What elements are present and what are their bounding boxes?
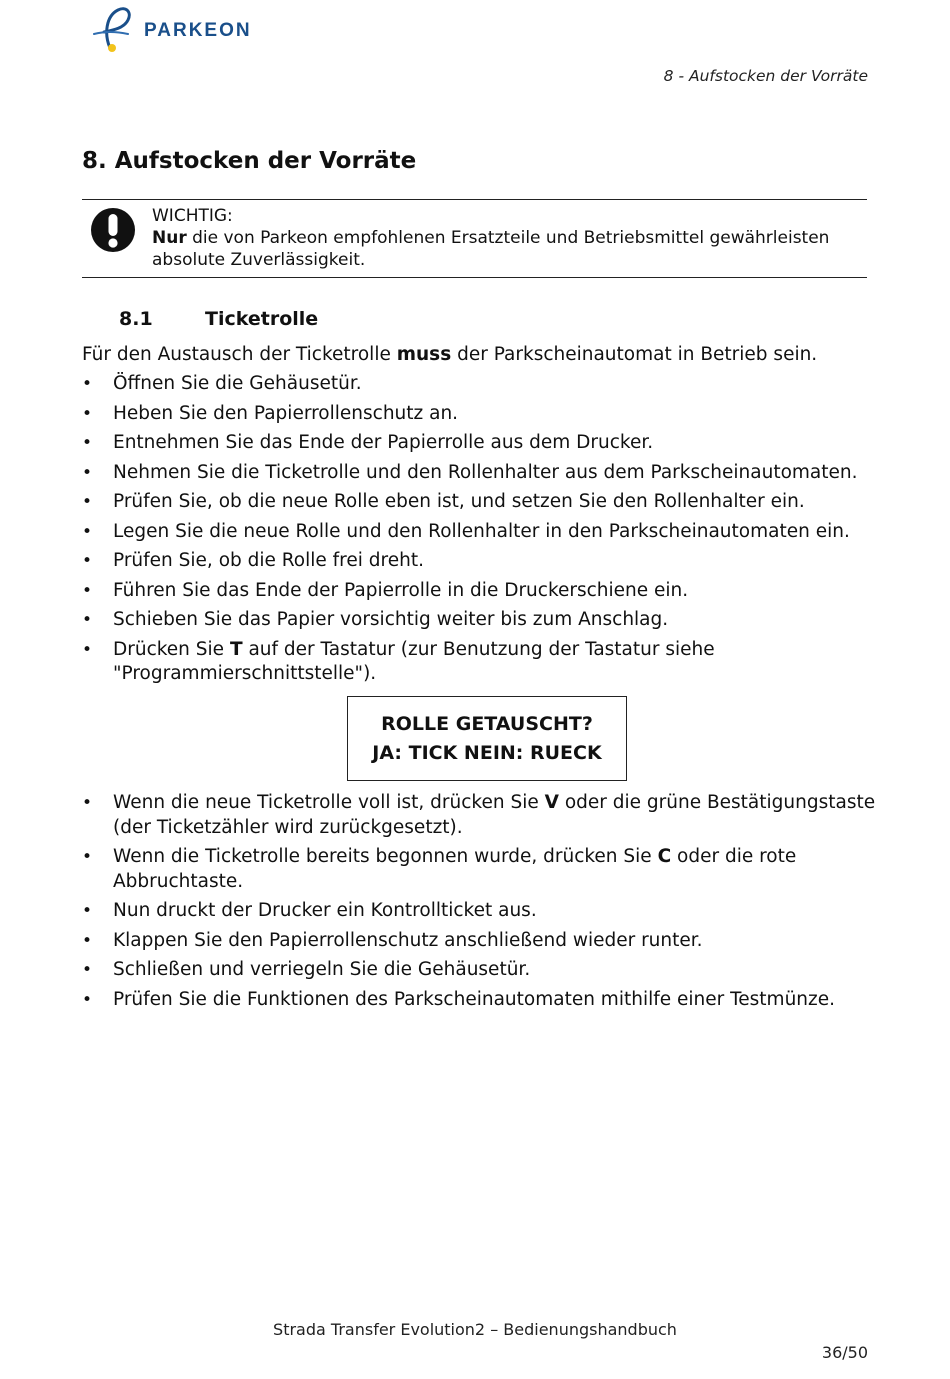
section-number: 8.1: [119, 308, 153, 330]
list-item-text: Drücken Sie: [113, 638, 230, 660]
warning-text: [152, 205, 857, 271]
list-item-text: Klappen Sie den Papierrollenschutz anschließend wieder runter.: [113, 929, 703, 951]
warning-box: [82, 199, 867, 278]
list-item-text: Schließen und verriegeln Sie die Gehäusetür.: [113, 959, 531, 980]
list-item: [82, 929, 882, 954]
warning-sentence: die von Parkeon empfohlenen Ersatzteile und Betriebsmittel gewährleisten absolute Zuverlässigkeit.: [152, 228, 830, 270]
list-item: [82, 402, 882, 427]
list-item: [82, 490, 882, 515]
intro-text-after: der Parkscheinautomat in Betrieb sein.: [451, 344, 818, 365]
list-item-text: Heben Sie den Papierrollenschutz an.: [113, 402, 459, 424]
warning-heading: WICHTIG:: [152, 206, 233, 226]
steps-list-before-display: [82, 372, 882, 692]
steps-list-after-display: [82, 791, 882, 1017]
list-item-text: Legen Sie die neue Rolle und den Rollenhalter in den Parkscheinautomaten ein.: [113, 520, 850, 542]
list-item-text: oder die grüne Bestätigungstaste (der Ticketzähler wird zurückgesetzt).: [113, 792, 876, 838]
warning-body: [152, 227, 857, 271]
list-item-text: Prüfen Sie, ob die neue Rolle eben ist, und setzen Sie den Rollenhalter ein.: [113, 491, 805, 512]
list-item: [82, 608, 882, 633]
list-item-text: auf der Tastatur (zur Benutzung der Tastatur siehe "Programmierschnittstelle").: [113, 638, 715, 684]
list-item-text: Schieben Sie das Papier vorsichtig weiter bis zum Anschlag.: [113, 609, 669, 630]
page-number: 36/50: [821, 1343, 868, 1362]
list-item: [82, 899, 882, 924]
parkeon-logo: [92, 4, 282, 56]
intro-text-before: Für den Austausch der Ticketrolle: [82, 344, 397, 365]
list-item: [82, 988, 882, 1013]
list-item-key: T: [229, 638, 243, 660]
list-item-text: Wenn die neue Ticketrolle voll ist, drücken Sie: [113, 792, 545, 813]
list-item: [82, 958, 882, 983]
display-line-1: ROLLE GETAUSCHT?: [381, 713, 593, 735]
display-message-box: [347, 696, 627, 781]
list-item: [82, 791, 882, 840]
list-item-key: C: [657, 846, 672, 867]
section-title-text: Ticketrolle: [205, 308, 319, 330]
chapter-title: 8. Aufstocken der Vorräte: [82, 148, 417, 174]
list-item: [82, 845, 882, 894]
list-item: [82, 638, 882, 687]
intro-paragraph: [82, 343, 882, 367]
list-item-text: Nun druckt der Drucker ein Kontrollticket aus.: [113, 900, 537, 921]
intro-bold: muss: [396, 344, 452, 365]
list-item-text: Prüfen Sie die Funktionen des Parkscheinautomaten mithilfe einer Testmünze.: [113, 988, 835, 1010]
list-item: [82, 549, 882, 574]
list-item: [82, 461, 882, 486]
list-item-text: Führen Sie das Ende der Papierrolle in die Druckerschiene ein.: [113, 579, 689, 601]
list-item: [82, 520, 882, 545]
list-item: [82, 579, 882, 604]
section-title: [119, 308, 318, 330]
list-item-text: Nehmen Sie die Ticketrolle und den Rollenhalter aus dem Parkscheinautomaten.: [113, 461, 858, 483]
parkeon-logo-icon: [92, 4, 142, 56]
exclamation-circle-icon: [90, 207, 136, 253]
list-item: [82, 431, 882, 456]
running-head: 8 - Aufstocken der Vorräte: [663, 67, 868, 85]
list-item-text: oder die rote Abbruchtaste.: [113, 846, 797, 892]
list-item: [82, 372, 882, 397]
list-item-text: Entnehmen Sie das Ende der Papierrolle aus dem Drucker.: [113, 432, 654, 453]
warning-bold-word: Nur: [152, 228, 187, 248]
display-line-2: JA: TICK NEIN: RUECK: [372, 742, 602, 764]
list-item-text: Prüfen Sie, ob die Rolle frei dreht.: [113, 550, 424, 571]
list-item-text: Öffnen Sie die Gehäusetür.: [113, 373, 362, 394]
list-item-key: V: [544, 792, 559, 813]
list-item-text: Wenn die Ticketrolle bereits begonnen wurde, drücken Sie: [113, 846, 658, 867]
logo-text: PARKEON: [144, 20, 252, 41]
footer-title: Strada Transfer Evolution2 – Bedienungshandbuch: [273, 1320, 677, 1339]
